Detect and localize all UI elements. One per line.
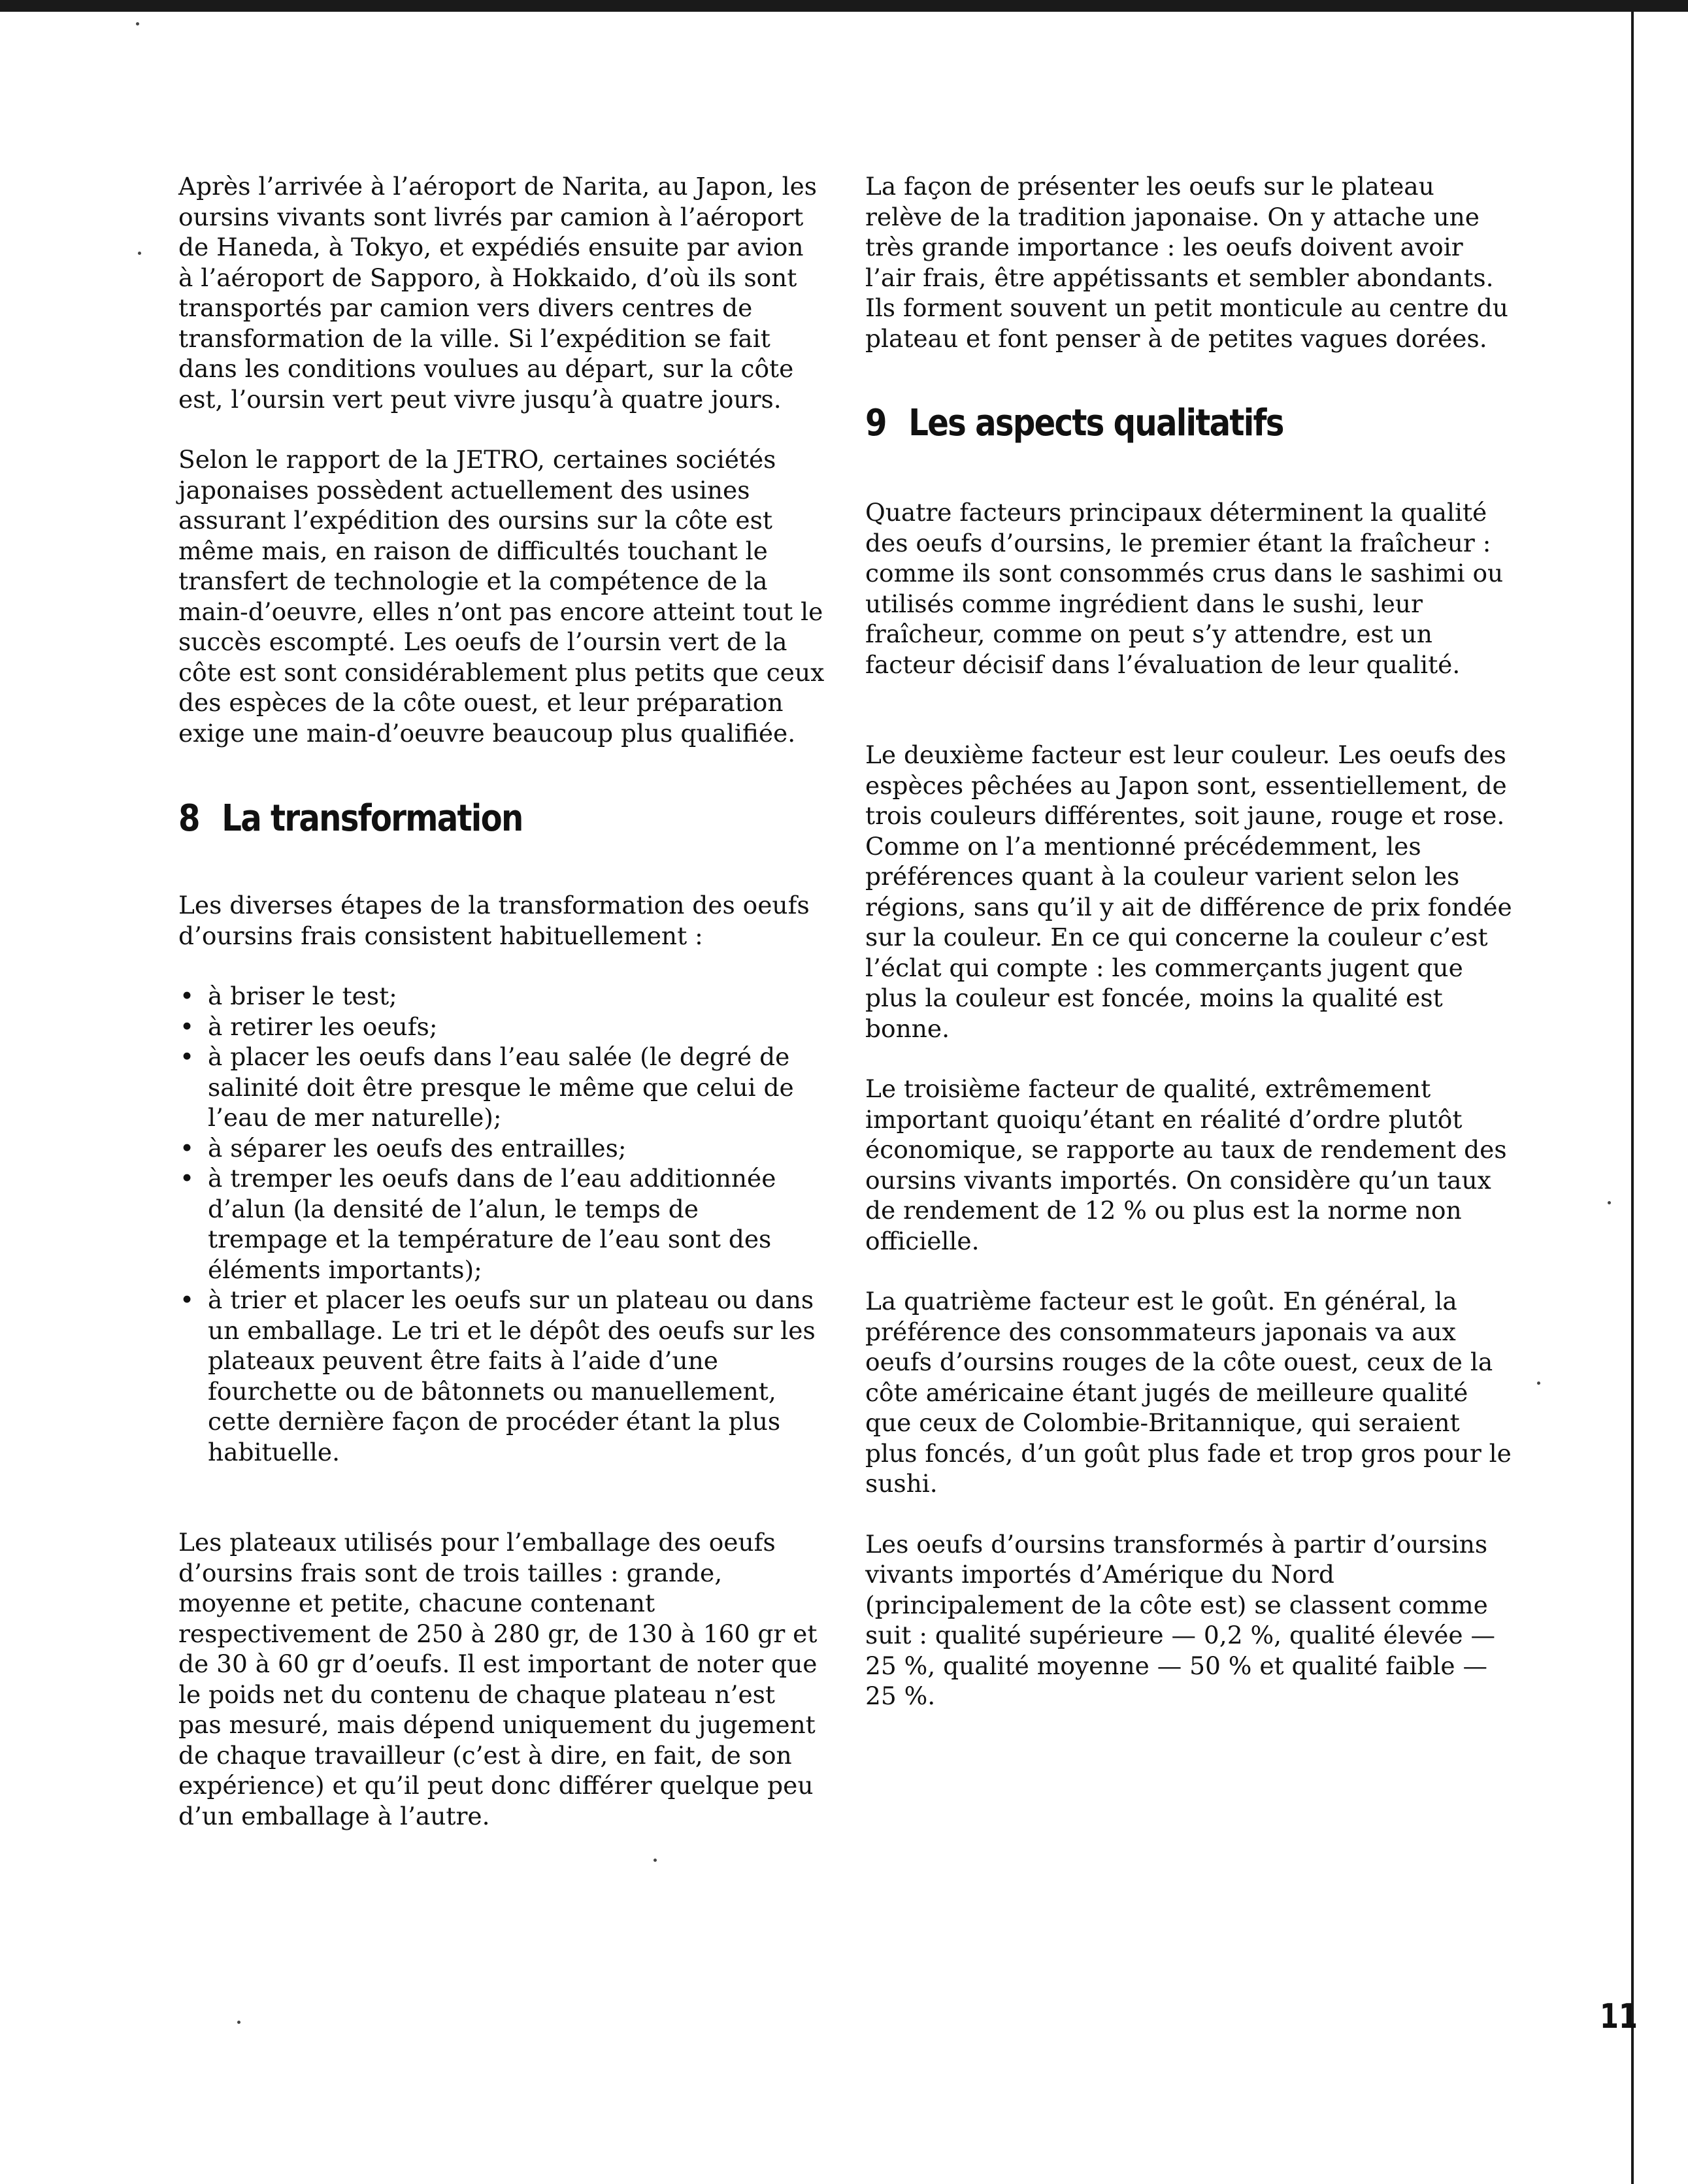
list-item: • à séparer les oeufs des entrailles;: [180, 1133, 627, 1163]
bullet-icon: •: [180, 982, 195, 1010]
paragraph-steps-intro: Les diverses étapes de la transformation des oeufs d’oursins frais consistent habituellement :: [178, 891, 810, 950]
bullet-icon: •: [180, 1164, 195, 1193]
page-number: 11: [1600, 1997, 1638, 2036]
paragraph-transport: Après l’arrivée à l’aéroport de Narita, au Japon, les oursins vivants sont livrés par camion à l’aéroport de Haneda, à Tokyo, et expédiés ensuite par avion à l’aéroport de Sapporo, à Hokkaido, d’où ils sont transportés par camion vers divers centres de transformation de la ville. Si l’expédition se fait dans les conditions voulues au départ, sur la côte est, l’oursin vert peut vivre jusqu’à quatre jours.: [178, 172, 818, 414]
paragraph-trays: Les plateaux utilisés pour l’emballage des oeufs d’oursins frais sont de trois tailles : grande, moyenne et petite, chacune contenant respectivement de 250 à 280 gr, de 130 à 160 gr et de 30 à 60 gr d’oeufs. Il est important de noter que le poids net du contenu de chaque plateau n’est pas mesuré, mais dépend uniquement du jugement de chaque travailleur (c’est à dire, en fait, de son expérience) et qu’il peut donc différer quelque peu d’un emballage à l’autre.: [178, 1528, 818, 1830]
scan-speck: [654, 1859, 657, 1862]
section-heading-8: [178, 796, 735, 842]
list-item: • à tremper les oeufs dans de l’eau additionnée d’alun (la densité de l’alun, le temps de trempage et la température de l’eau sont des éléments importants);: [180, 1164, 776, 1284]
section-number: 8: [178, 797, 199, 840]
paragraph-yield: Le troisième facteur de qualité, extrêmement important quoiqu’étant en réalité d’ordre plutôt économique, se rapporte au taux de rendement des oursins vivants importés. On considère qu’un taux de rendement de 12 % ou plus est la norme non officielle.: [865, 1074, 1507, 1255]
steps-list: [178, 981, 825, 1467]
scan-speck: [237, 2021, 240, 2024]
list-item: • à briser le test;: [180, 982, 397, 1010]
bullet-icon: •: [180, 1042, 195, 1071]
section-title: Les aspects qualitatifs: [908, 402, 1283, 444]
list-item: • à trier et placer les oeufs sur un plateau ou dans un emballage. Le tri et le dépôt des oeufs sur les plateaux peuvent être faits à l’aide d’une fourchette ou de bâtonnets ou manuellement, cette dernière façon de procéder étant la plus habituelle.: [180, 1285, 816, 1466]
scan-speck: [136, 22, 139, 25]
section-heading-9: [865, 401, 1421, 446]
bullet-icon: •: [180, 1133, 195, 1163]
right-border-line: [1631, 12, 1634, 2184]
paragraph-presentation: La façon de présenter les oeufs sur le plateau relève de la tradition japonaise. On y attache une très grande importance : les oeufs doivent avoir l’air frais, être appétissants et sembler abondants. Ils forment souvent un petit monticule au centre du plateau et font penser à de petites vagues dorées.: [865, 172, 1508, 353]
paragraph-colour: Le deuxième facteur est leur couleur. Les oeufs des espèces pêchées au Japon sont, essentiellement, de trois couleurs différentes, soit jaune, rouge et rose. Comme on l’a mentionné précédemment, les préférences quant à la couleur varient selon les régions, sans qu’il y ait de différence de prix fondée sur la couleur. En ce qui concerne la couleur c’est l’éclat qui compte : les commerçants jugent que plus la couleur est foncée, moins la qualité est bonne.: [865, 740, 1512, 1043]
scan-speck: [138, 252, 141, 255]
list-item: • à placer les oeufs dans l’eau salée (le degré de salinité doit être presque le même que celui de l’eau de mer naturelle);: [180, 1042, 794, 1132]
bullet-icon: •: [180, 1012, 195, 1041]
paragraph-jetro: Selon le rapport de la JETRO, certaines sociétés japonaises possèdent actuellement des usines assurant l’expédition des oursins sur la côte est même mais, en raison de difficultés touchant le transfert de technologie et la compétence de la main-d’oeuvre, elles n’ont pas encore atteint tout le succès escompté. Les oeufs de l’oursin vert de la côte est sont considérablement plus petits que ceux des espèces de la côte ouest, et leur préparation exige une main-d’oeuvre beaucoup plus qualifiée.: [178, 445, 825, 748]
left-column: [178, 171, 825, 1831]
paragraph-grades: Les oeufs d’oursins transformés à partir d’oursins vivants importés d’Amérique du Nord (principalement de la côte est) se classent comme suit : qualité supérieure — 0,2 %, qualité élevée — 25 %, qualité moyenne — 50 % et qualité faible — 25 %.: [865, 1529, 1496, 1710]
list-item: • à retirer les oeufs;: [180, 1012, 438, 1041]
scan-speck: [1608, 1201, 1611, 1204]
paragraph-freshness: Quatre facteurs principaux déterminent la qualité des oeufs d’oursins, le premier étant la fraîcheur : comme ils sont consommés crus dans le sashimi ou utilisés comme ingrédient dans le sushi, leur fraîcheur, comme on peut s’y attendre, est un facteur décisif dans l’évaluation de leur qualité.: [865, 498, 1504, 679]
paragraph-taste: La quatrième facteur est le goût. En général, la préférence des consommateurs japonais va aux oeufs d’oursins rouges de la côte ouest, ceux de la côte américaine étant jugés de meilleure qualité que ceux de Colombie-Britannique, qui seraient plus foncés, d’un goût plus fade et trop gros pour le sushi.: [865, 1287, 1512, 1498]
bullet-icon: •: [180, 1285, 195, 1314]
section-title: La transformation: [222, 797, 523, 840]
section-number: 9: [865, 402, 886, 444]
right-column: [865, 171, 1512, 1712]
scan-speck: [1537, 1382, 1540, 1385]
top-border-line: [0, 0, 1688, 12]
